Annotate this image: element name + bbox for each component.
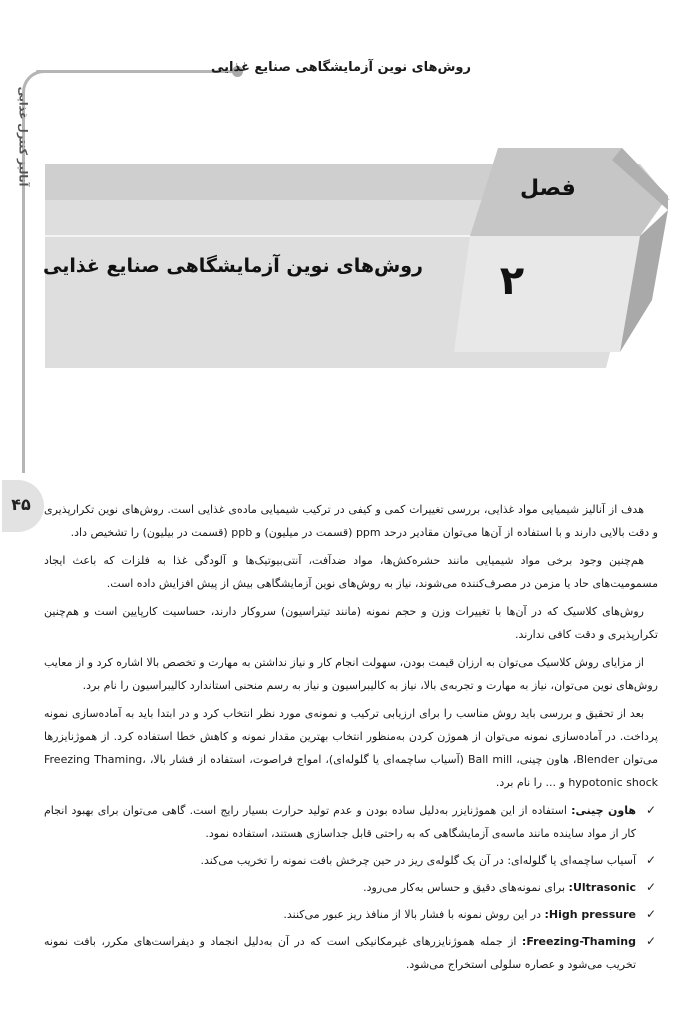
list-item-term: Ultrasonic:	[568, 881, 636, 894]
side-section-label: آنالیز کنترل غذایی	[16, 86, 30, 187]
list-item	[44, 876, 658, 899]
checkmark-icon: ✓	[645, 853, 656, 867]
list-item-term: High pressure:	[544, 908, 636, 921]
list-item	[44, 799, 658, 845]
list-item-text: از جمله هموژنایزرهای غیرمکانیکی است که در آن به‌دلیل انجماد و دیفراست‌های مکرر، بافت نمونه تخریب می‌شود و عصاره سلولی استخراج می‌شود.	[44, 935, 636, 971]
checkmark-icon: ✓	[645, 880, 656, 894]
chapter-label: فصل	[520, 176, 576, 201]
checkmark-icon: ✓	[645, 907, 656, 921]
banner-number-panel	[454, 236, 640, 352]
homogenizer-list	[44, 799, 658, 976]
checkmark-icon: ✓	[645, 803, 656, 817]
checkmark-icon: ✓	[645, 934, 656, 948]
list-item-text: استفاده از این هموژنایزر به‌دلیل ساده بودن و عدم تولید حرارت بسیار رایج است. گاهی می‌توان برای بهبود انجام کار از مواد ساینده مانند ماسه‌ی آزمایشگاهی که به راحتی قابل جداسازی هستند، استفاده نمود.	[44, 804, 636, 840]
list-item-text: در این روش نمونه با فشار بالا از منافذ ریز عبور می‌کنند.	[283, 908, 545, 921]
running-header-title: روش‌های نوین آزمایشگاهی صنایع غذایی	[210, 60, 471, 75]
list-item-text: آسیاب ساچمه‌ای یا گلوله‌ای: در آن یک گلوله‌ی ریز در حین چرخش بافت نمونه را تخریب می‌کند.	[200, 854, 636, 867]
paragraph: بعد از تحقیق و بررسی باید روش مناسب را برای ارزیابی ترکیب و نمونه‌ی مورد نظر انتخاب کرد و در ابتدا باید به آماده‌سازی نمونه پرداخت. در آماده‌سازی نمونه می‌توان از هموژن کردن به‌منظور انتخاب بهترین مقدار نمونه و کاهش خطا استفاده کرد. از هموژنایزرها می‌توان Blender، هاون چینی، Ball mill (آسیاب ساچمه‌ای یا گلوله‌ای)، امواج فراصوت، استفاده از فشار بالا، Freezing Thaming، hypotonic shock و ... را نام برد.	[44, 707, 658, 789]
list-item-term: Freezing-Thaming:	[521, 935, 636, 948]
list-item	[44, 930, 658, 976]
page-number: ۴۵	[11, 495, 31, 514]
list-item	[44, 849, 658, 872]
paragraph: هم‌چنین وجود برخی مواد شیمیایی مانند حشره‌کش‌ها، مواد ضدآفت، آنتی‌بیوتیک‌ها و آلودگی غذا به فلزات که باعث ایجاد مسمومیت‌های حاد یا مزمن در مصرف‌کننده می‌شوند، نیاز به روش‌های نوین آزمایشگاهی بیش از پیش افزایش داده است.	[44, 554, 658, 590]
paragraph: از مزایای روش کلاسیک می‌توان به ارزان قیمت بودن، سهولت انجام کار و نیاز نداشتن به مهارت و تخصص بالا اشاره کرد و از معایب روش‌های نوین می‌توان، نیاز به مهارت و تجربه‌ی بالا، نیاز به کالیبراسیون و نیاز به رسم منحنی استاندارد کالیبراسیون را نام برد.	[44, 656, 658, 692]
paragraph: روش‌های کلاسیک که در آن‌ها با تغییرات وزن و حجم نمونه (مانند تیتراسیون) سروکار دارند، حساسیت کارپایین است و هم‌چنین تکرارپذیری و دقت کافی ندارند.	[44, 605, 658, 641]
list-item	[44, 903, 658, 926]
paragraph: هدف از آنالیز شیمیایی مواد غذایی، بررسی تغییرات کمی و کیفی در ترکیب شیمیایی ماده‌ی غذایی است. روش‌های نوین تکرارپذیری و دقت بالایی دارند و با استفاده از آن‌ها می‌توان مقادیر درحد ppm (قسمت در میلیون) و ppb (قسمت در بیلیون) را تشخیص داد.	[44, 503, 658, 539]
chapter-title: روش‌های نوین آزمایشگاهی صنایع غذایی	[42, 255, 423, 277]
body-text	[44, 498, 658, 980]
list-item-text: برای نمونه‌های دقیق و حساس به‌کار می‌رود.	[363, 881, 569, 894]
chapter-number: ۲	[499, 258, 525, 304]
chapter-banner	[0, 0, 689, 480]
list-item-term: هاون چینی:	[571, 804, 636, 817]
